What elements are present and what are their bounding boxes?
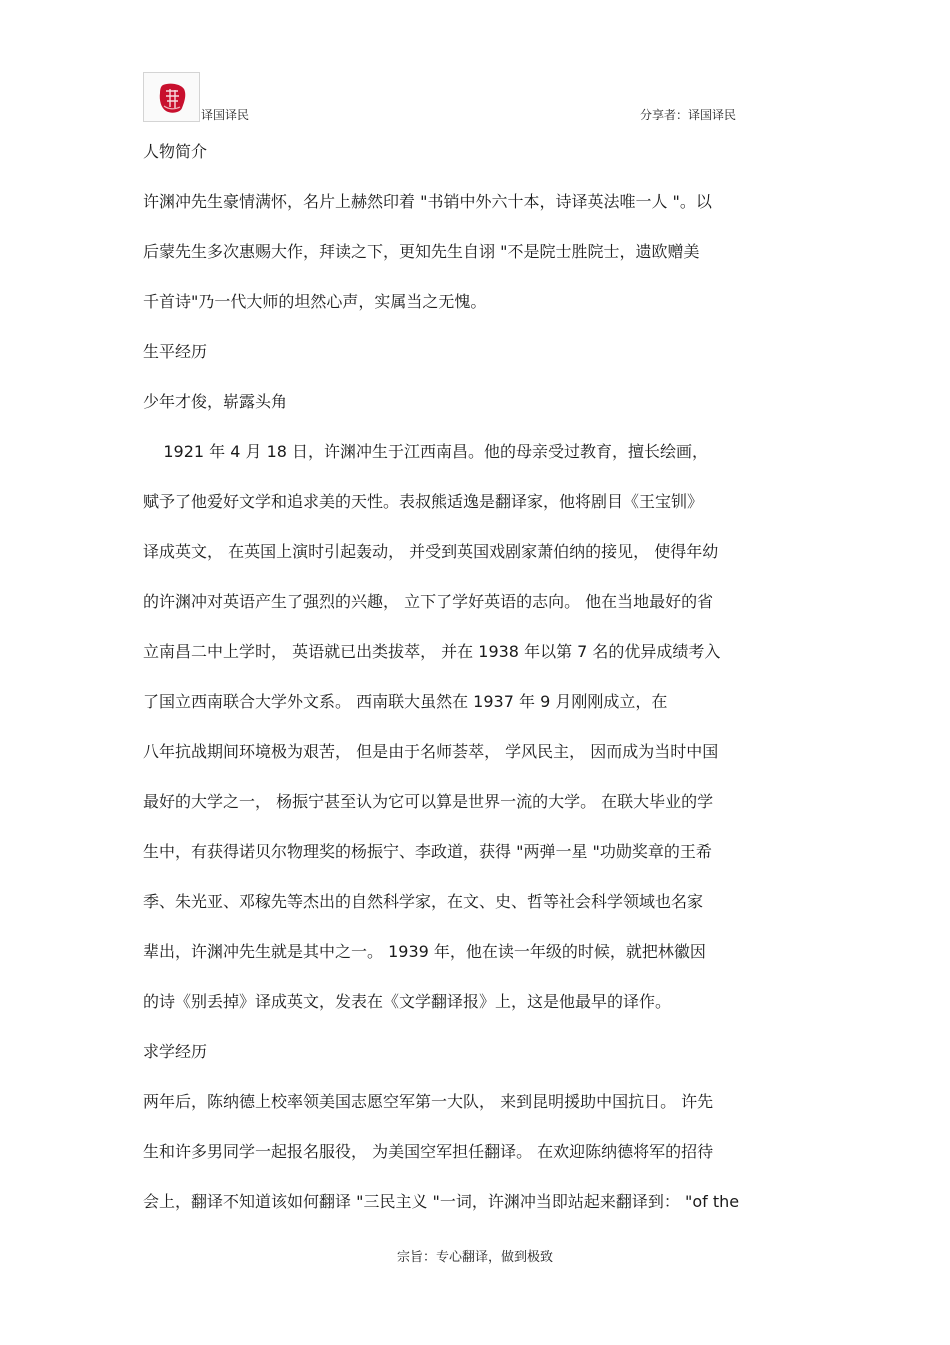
- body-line: 最好的大学之一， 杨振宁甚至认为它可以算是世界一流的大学。 在联大毕业的学: [143, 792, 714, 811]
- header-sharer: 分享者：译国译民: [640, 108, 737, 122]
- body-line: 译成英文， 在英国上演时引起轰动， 并受到英国戏剧家萧伯纳的接见， 使得年幼: [143, 542, 719, 561]
- body-line: 的诗《别丢掉》译成英文，发表在《文学翻译报》上，这是他最早的译作。: [143, 992, 672, 1011]
- footer-motto: 宗旨：专心翻译，做到极致: [396, 1250, 553, 1265]
- body-line: 千首诗"乃一代大师的坦然心声，实属当之无愧。: [143, 292, 487, 311]
- body-line: 两年后，陈纳德上校率领美国志愿空军第一大队， 来到昆明援助中国抗日。 许先: [143, 1092, 714, 1111]
- body-line: 后蒙先生多次惠赐大作，拜读之下，更知先生自诩 "不是院士胜院士，遗欧赠美: [143, 242, 700, 261]
- body-line: 了国立西南联合大学外文系。 西南联大虽然在 1937 年 9 月刚刚成立，在: [143, 692, 668, 711]
- body-line: 少年才俊，崭露头角: [143, 392, 288, 411]
- header-site-name: 译国译民: [201, 108, 250, 122]
- body-line: 赋予了他爱好文学和追求美的天性。表叔熊适逸是翻译家，他将剧目《王宝钏》: [143, 492, 704, 511]
- body-line: 许渊冲先生豪情满怀，名片上赫然印着 "书销中外六十本，诗译英法唯一人 "。以: [143, 192, 712, 211]
- body-line: 生中，有获得诺贝尔物理奖的杨振宁、李政道，获得 "两弹一星 "功勋奖章的王希: [143, 842, 712, 861]
- body-line: 1921 年 4 月 18 日，许渊冲生于江西南昌。他的母亲受过教育，擅长绘画，: [143, 442, 709, 461]
- body-line: 的许渊冲对英语产生了强烈的兴趣， 立下了学好英语的志向。 他在当地最好的省: [143, 592, 714, 611]
- body-line: 辈出，许渊冲先生就是其中之一。 1939 年，他在读一年级的时候，就把林徽因: [143, 942, 706, 961]
- seal-icon: [154, 80, 190, 116]
- body-line: 八年抗战期间环境极为艰苦， 但是由于名师荟萃， 学风民主， 因而成为当时中国: [143, 742, 719, 761]
- document-body: [143, 137, 813, 1237]
- body-line: 生平经历: [143, 342, 208, 361]
- body-line: 立南昌二中上学时， 英语就已出类拔萃， 并在 1938 年以第 7 名的优异成绩考入: [143, 642, 721, 661]
- body-line: 求学经历: [143, 1042, 208, 1061]
- seal-logo: [143, 72, 200, 122]
- body-line: 生和许多男同学一起报名服役， 为美国空军担任翻译。 在欢迎陈纳德将军的招待: [143, 1142, 714, 1161]
- body-line: 季、朱光亚、邓稼先等杰出的自然科学家，在文、史、哲等社会科学领域也名家: [143, 892, 704, 911]
- body-line: 人物简介: [143, 142, 208, 161]
- body-line: 会上，翻译不知道该如何翻译 "三民主义 "一词，许渊冲当即站起来翻译到： "of the: [143, 1192, 740, 1211]
